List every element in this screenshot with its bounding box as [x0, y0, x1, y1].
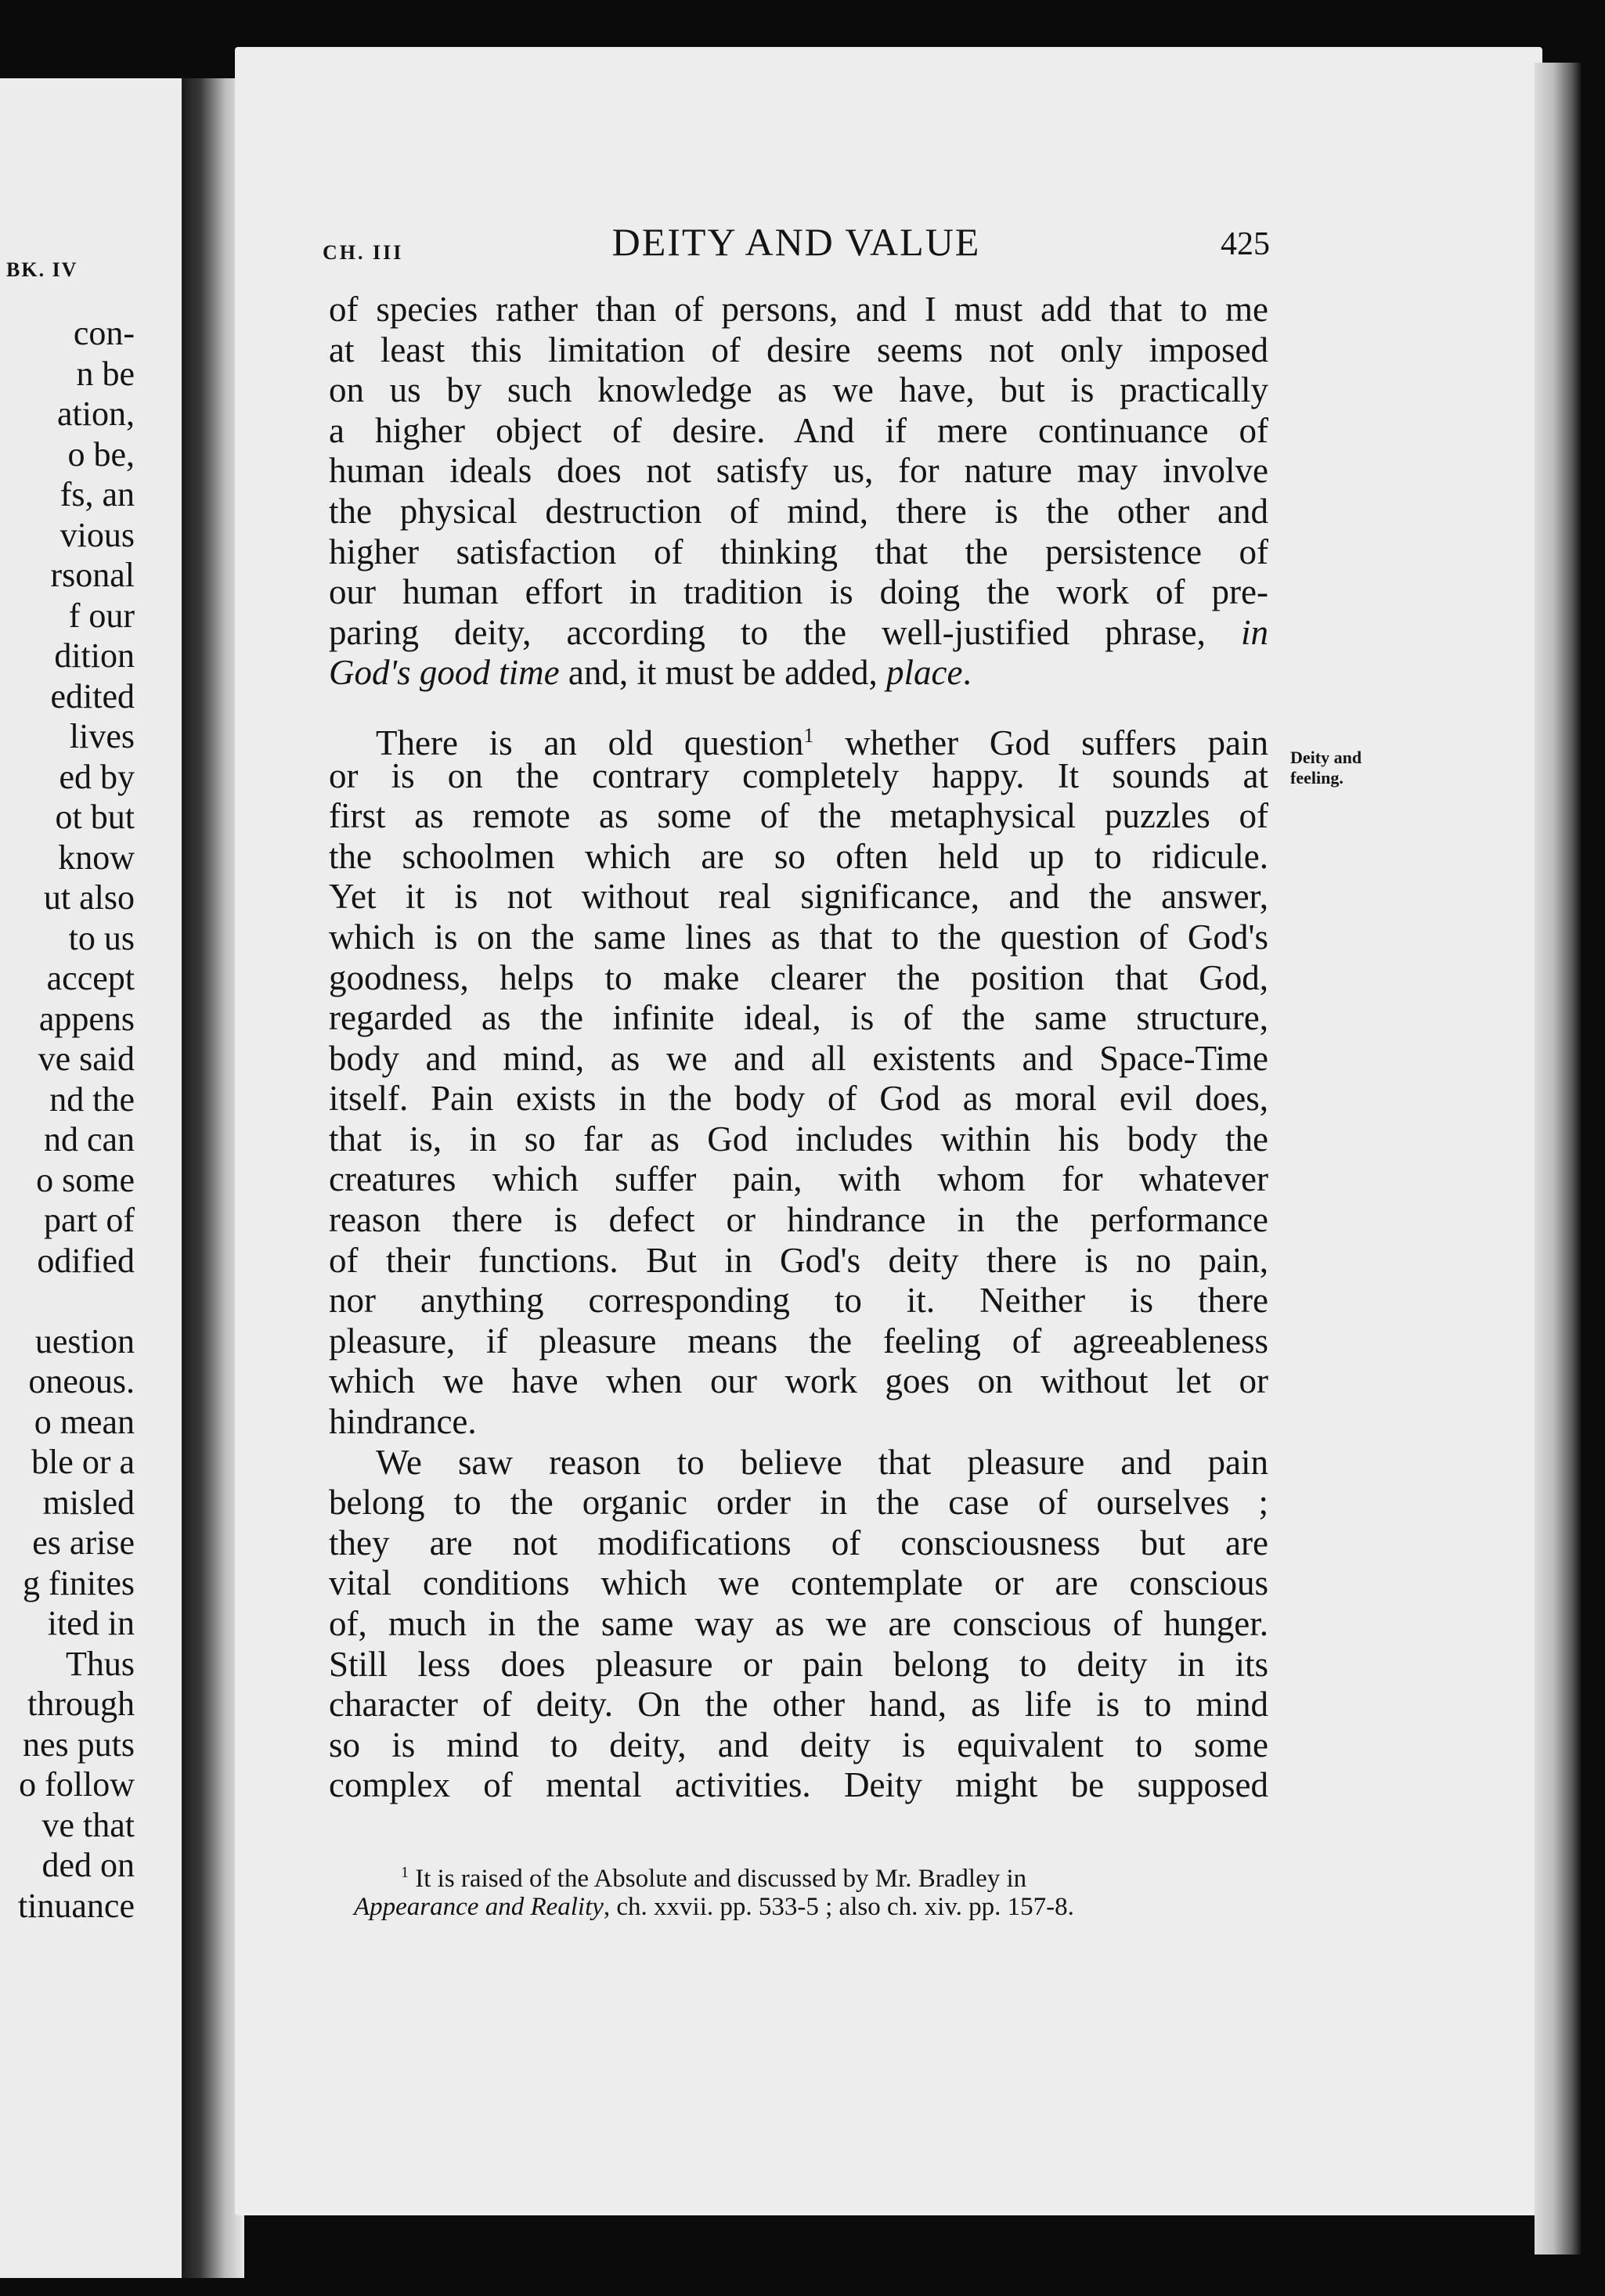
text-line: creatures which suffer pain, with whom for whatever [329, 1159, 1268, 1199]
left-page-line: vious [60, 515, 135, 554]
left-page-line: oneous. [28, 1362, 135, 1400]
left-page-line: lives [69, 717, 135, 755]
left-page-line: accept [46, 959, 135, 997]
italic-phrase: in [1240, 612, 1268, 652]
left-page-line: f our [68, 596, 135, 635]
text-line [329, 613, 1268, 654]
left-page-line: con- [73, 314, 135, 352]
text-line: on us by such knowledge as we have, but is practically [329, 370, 1268, 410]
text-line: at least this limitation of desire seems not only imposed [329, 330, 1268, 369]
text-line: belong to the organic order in the case of ourselves ; [329, 1483, 1268, 1523]
text-line: body and mind, as we and all existents and Space-Time [329, 1038, 1268, 1078]
left-page-line: g finites [23, 1563, 135, 1602]
left-page-header: BK. IV [6, 258, 78, 281]
text-line: the schoolmen which are so often held up to ridicule. [329, 836, 1268, 876]
body-text [329, 290, 1268, 1806]
text-line: a higher object of desire. And if mere continuance of [329, 410, 1268, 450]
left-page-line: nd the [49, 1080, 135, 1119]
text-line: or is on the contrary completely happy. It sounds at [329, 755, 1268, 795]
text-line: reason there is defect or hindrance in the performance [329, 1200, 1268, 1240]
text-segment: It is raised of the Absolute and discussed by Mr. Bradley in [409, 1865, 1027, 1893]
text-line: goodness, helps to make clearer the position that God, [329, 957, 1268, 997]
left-page-line: nes puts [23, 1725, 135, 1764]
italic-phrase: place [886, 653, 963, 693]
left-page-line [18, 1281, 135, 1321]
text-line: We saw reason to believe that pleasure and pain [376, 1442, 1268, 1482]
italic-phrase: Appearance and Reality [354, 1893, 604, 1921]
left-page-line: o follow [19, 1765, 135, 1804]
left-page-line: through [27, 1685, 135, 1723]
left-page-line: ble or a [31, 1443, 135, 1481]
text-line [329, 715, 1269, 762]
text-segment: . [962, 653, 972, 693]
text-line: complex of mental activities. Deity might be supposed [329, 1765, 1268, 1805]
text-line: the physical destruction of mind, there is the other and [329, 491, 1268, 531]
left-page-line: o be, [67, 434, 135, 474]
text-line: higher satisfaction of thinking that the persistence of [329, 532, 1268, 571]
left-page-line: fs, an [60, 475, 135, 514]
footnote [354, 1855, 1297, 1924]
left-page-line: appens [38, 999, 135, 1038]
text-segment: and, it must be added, [559, 653, 887, 693]
text-line [329, 653, 1268, 694]
text-line: they are not modifications of consciousness but are [329, 1523, 1268, 1563]
text-line: first as remote as some of the metaphysical puzzles of [329, 796, 1268, 836]
page-edge [1535, 63, 1582, 2255]
text-line: of their functions. But in God's deity there is no pain, [329, 1240, 1268, 1280]
margin-note-line: feeling. [1290, 768, 1344, 788]
text-line: which is on the same lines as that to the question of God's [329, 917, 1268, 957]
left-page-line: rsonal [50, 556, 135, 594]
left-page-line: ut also [43, 878, 135, 917]
text-segment: whether God suffers pain [813, 723, 1269, 762]
text-line: of, much in the same way as we are conscious of hunger. [329, 1604, 1268, 1643]
page-number: 425 [1221, 226, 1270, 262]
text-segment: There is an old question [376, 723, 804, 762]
text-line: character of deity. On the other hand, as life is to mind [329, 1685, 1268, 1725]
chapter-number: CH. III [323, 241, 404, 264]
text-line: Yet it is not without real significance, and the answer, [329, 877, 1268, 917]
left-page-line: ded on [41, 1846, 135, 1884]
left-page-line: dition [54, 636, 135, 675]
left-page-fragment [0, 78, 183, 2278]
left-page-line: to us [68, 918, 135, 957]
text-line: so is mind to deity, and deity is equivalent to some [329, 1725, 1268, 1764]
paragraph-gap [329, 694, 1268, 715]
italic-phrase: God's good time [329, 653, 560, 693]
left-page-line: ve that [41, 1805, 135, 1844]
left-page-line: Thus [66, 1644, 135, 1683]
left-page-line-endings [18, 313, 135, 1926]
left-page-line: nd can [43, 1120, 135, 1159]
left-page-line: o some [36, 1160, 135, 1199]
left-page-line: odified [37, 1241, 135, 1280]
text-line: our human effort in tradition is doing the work of pre- [329, 572, 1268, 612]
left-page-line: ation, [57, 395, 135, 433]
page-title: DEITY AND VALUE [611, 220, 981, 264]
margin-note-line: Deity and [1290, 748, 1362, 767]
left-page-line: ot but [55, 798, 135, 836]
left-page-line: edited [50, 676, 135, 715]
text-line: regarded as the infinite ideal, is of the same structure, [329, 998, 1268, 1038]
footnote-line [354, 1890, 1297, 1924]
running-head [323, 219, 1270, 274]
left-page-line: ve said [38, 1040, 135, 1078]
left-page-line: o mean [34, 1402, 135, 1441]
text-line: pleasure, if pleasure means the feeling of agreeableness [329, 1321, 1268, 1361]
text-line: nor anything corresponding to it. Neither is there [329, 1281, 1268, 1321]
left-page-line: ed by [59, 757, 135, 796]
left-page-line: part of [43, 1201, 135, 1239]
text-line: which we have when our work goes on without let or [329, 1361, 1268, 1401]
left-page-line: uestion [34, 1321, 135, 1361]
left-page-line: n be [76, 354, 135, 393]
footnote-marker: 1 [401, 1864, 409, 1881]
text-segment: paring deity, according to the well-justified phrase, [329, 612, 1241, 652]
text-line: of species rather than of persons, and I must add that to me [329, 290, 1268, 329]
text-line: vital conditions which we contemplate or are conscious [329, 1563, 1268, 1603]
text-line: itself. Pain exists in the body of God as moral evil does, [329, 1079, 1268, 1119]
left-page-line: misled [42, 1483, 135, 1522]
footnote-reference[interactable]: 1 [803, 723, 814, 747]
text-line: Still less does pleasure or pain belong to deity in its [329, 1644, 1268, 1684]
left-page-line: ited in [47, 1604, 135, 1642]
text-line: hindrance. [329, 1402, 477, 1442]
text-line: that is, in so far as God includes within his body the [329, 1119, 1268, 1159]
left-page-line: es arise [32, 1523, 135, 1562]
text-segment: , ch. xxvii. pp. 533-5 ; also ch. xiv. pp. 157-8. [603, 1893, 1074, 1921]
left-page-line: tinuance [17, 1886, 135, 1925]
left-page-line: know [58, 838, 135, 877]
margin-note [1290, 748, 1362, 788]
footnote-line [354, 1855, 1297, 1893]
text-line: human ideals does not satisfy us, for nature may involve [329, 451, 1268, 491]
